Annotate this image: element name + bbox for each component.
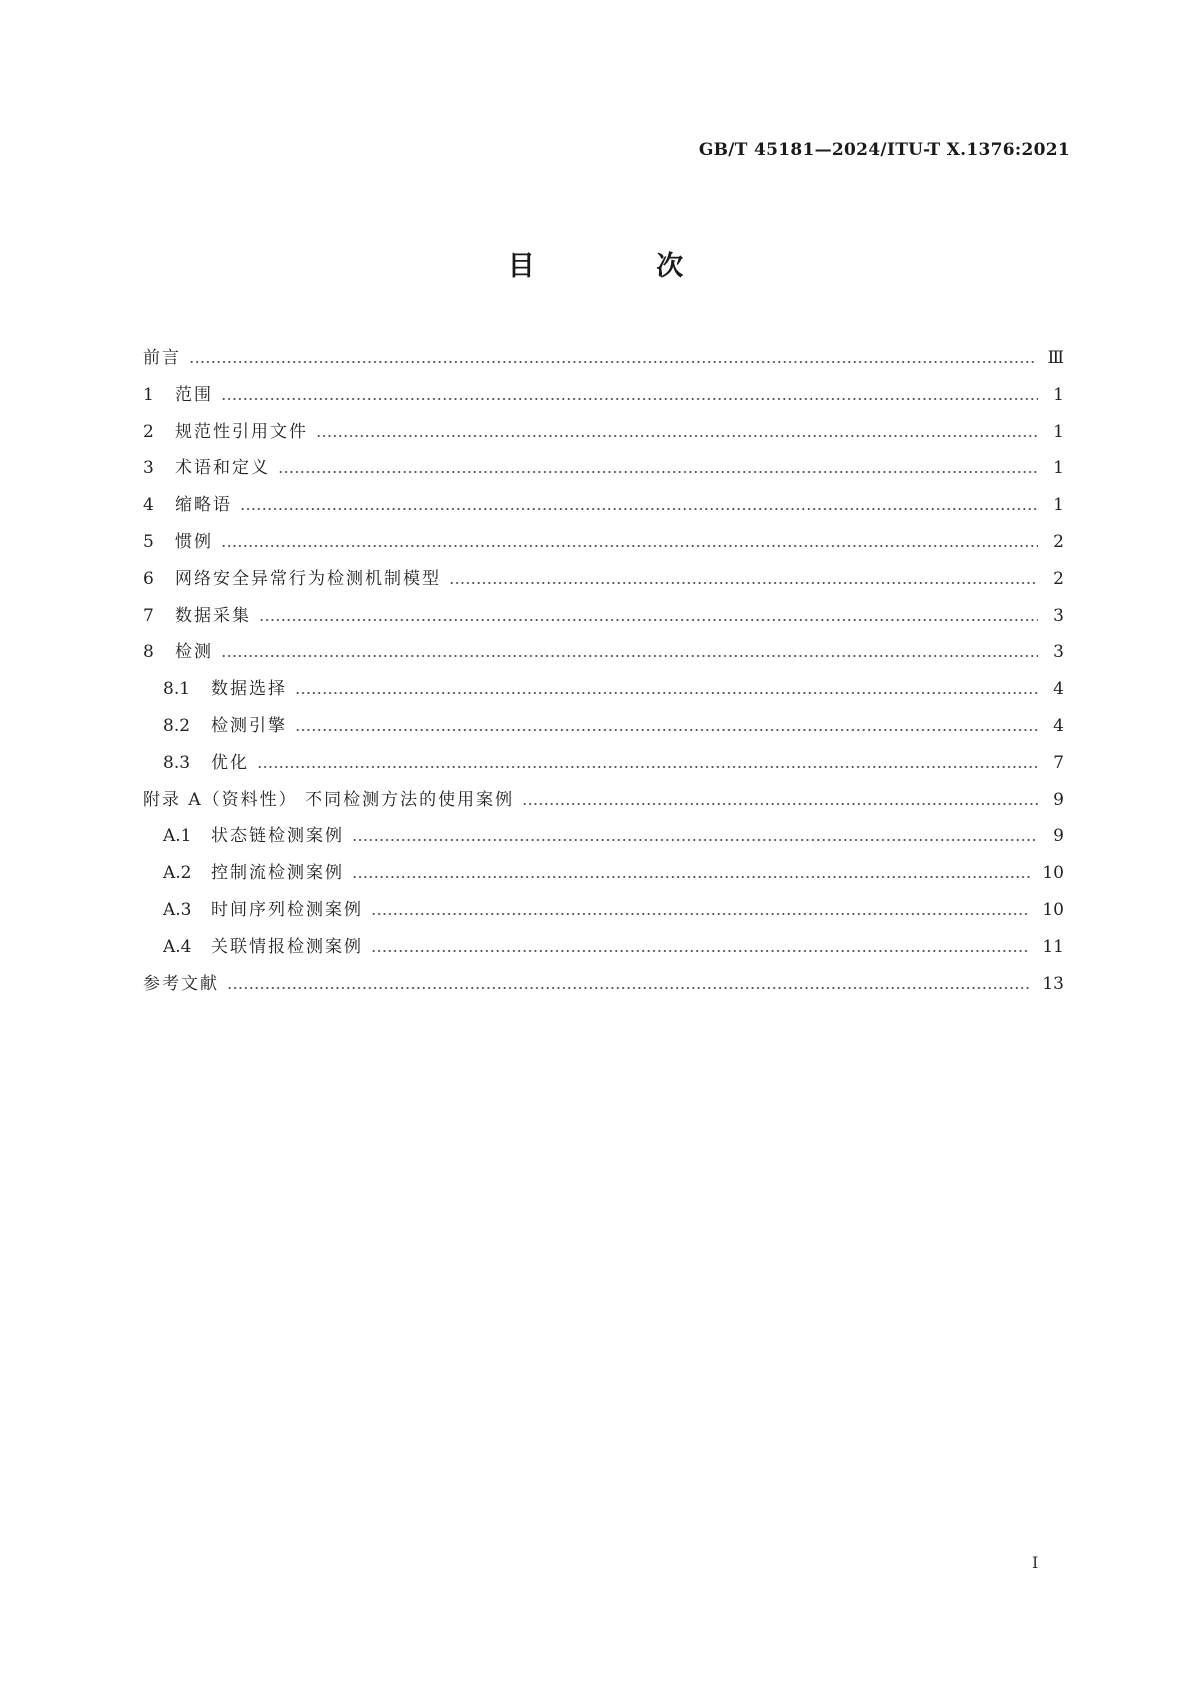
toc-entry-page: Ⅲ <box>1047 348 1064 368</box>
toc-entry-number: A.4 <box>163 936 192 957</box>
toc-entry-label: 网络安全异常行为检测机制模型 <box>175 568 441 589</box>
toc-entry-number: 5 <box>143 531 154 552</box>
dot-leader <box>240 508 1038 510</box>
toc-title: 目 次 <box>507 251 740 282</box>
dot-leader <box>295 729 1038 731</box>
toc-entry[interactable] <box>143 634 1064 671</box>
toc-entry-number: 8.2 <box>163 715 191 736</box>
toc-entry[interactable] <box>143 487 1064 524</box>
toc-entry[interactable] <box>143 892 1064 929</box>
dot-leader <box>522 803 1038 805</box>
toc-entry-number: 8 <box>143 642 154 663</box>
toc-entry-number: 3 <box>143 458 154 479</box>
toc-entry-page: 9 <box>1053 789 1064 810</box>
toc-entry-label: 检测 <box>175 642 213 663</box>
toc-entry-label: 检测引擎 <box>211 715 287 736</box>
dot-leader <box>352 876 1030 878</box>
dot-leader <box>371 913 1030 915</box>
toc-entry-page: 1 <box>1053 458 1064 479</box>
toc-entry-page: 7 <box>1053 752 1064 773</box>
toc-entry-page: 4 <box>1053 715 1064 736</box>
toc-entry-page: 11 <box>1042 936 1064 957</box>
toc-entry-number: A.3 <box>163 899 192 920</box>
toc-entry-number: A.1 <box>163 826 192 847</box>
toc-entry-label: 参考文献 <box>143 973 219 994</box>
toc-entry-label: 状态链检测案例 <box>211 826 344 847</box>
toc-entry-label: 附录 A（资料性） 不同检测方法的使用案例 <box>143 789 515 810</box>
page-number: I <box>1032 1553 1039 1572</box>
table-of-contents <box>143 340 1064 1002</box>
toc-entry-page: 1 <box>1053 384 1064 405</box>
toc-entry-page: 2 <box>1053 531 1064 552</box>
toc-entry-page: 10 <box>1042 863 1064 884</box>
dot-leader <box>227 987 1030 989</box>
dot-leader <box>449 582 1038 584</box>
toc-entry-label: 数据选择 <box>211 679 287 700</box>
standard-code: GB/T 45181—2024/ITU-T X.1376:2021 <box>698 140 1070 160</box>
toc-entry-label: 前言 <box>143 348 181 368</box>
toc-entry[interactable] <box>143 671 1064 708</box>
toc-entry[interactable] <box>143 377 1064 414</box>
dot-leader <box>371 950 1030 952</box>
toc-entry-page: 1 <box>1053 495 1064 516</box>
toc-entry-label: 关联情报检测案例 <box>211 936 363 957</box>
toc-entry-label: 优化 <box>211 752 249 773</box>
dot-leader <box>221 398 1038 400</box>
dot-leader <box>221 655 1038 657</box>
toc-entry[interactable] <box>143 340 1064 377</box>
toc-entry-label: 控制流检测案例 <box>211 863 344 884</box>
dot-leader <box>259 619 1038 621</box>
toc-entry-label: 时间序列检测案例 <box>211 899 363 920</box>
toc-entry-label: 术语和定义 <box>175 458 270 479</box>
dot-leader <box>278 471 1038 473</box>
toc-entry[interactable] <box>143 561 1064 598</box>
toc-entry[interactable] <box>143 966 1064 1003</box>
toc-entry-number: 4 <box>143 495 154 516</box>
toc-entry-label: 规范性引用文件 <box>175 421 308 442</box>
toc-entry-label: 数据采集 <box>175 605 251 626</box>
toc-entry-page: 4 <box>1053 679 1064 700</box>
dot-leader <box>257 766 1038 768</box>
toc-entry[interactable] <box>143 598 1064 635</box>
toc-entry-number: 1 <box>143 384 154 405</box>
dot-leader <box>352 839 1038 841</box>
toc-entry[interactable] <box>143 818 1064 855</box>
toc-entry[interactable] <box>143 745 1064 782</box>
toc-entry[interactable] <box>143 450 1064 487</box>
toc-entry[interactable] <box>143 524 1064 561</box>
toc-entry[interactable] <box>143 414 1064 451</box>
toc-entry-page: 2 <box>1053 568 1064 589</box>
toc-entry[interactable] <box>143 855 1064 892</box>
toc-entry[interactable] <box>143 929 1064 966</box>
toc-entry-page: 1 <box>1053 421 1064 442</box>
dot-leader <box>295 692 1038 694</box>
toc-entry-number: A.2 <box>163 863 192 884</box>
toc-entry-number: 2 <box>143 421 154 442</box>
toc-entry-page: 13 <box>1042 973 1064 994</box>
toc-entry-page: 10 <box>1042 899 1064 920</box>
dot-leader <box>189 361 1036 363</box>
toc-entry-page: 9 <box>1053 826 1064 847</box>
toc-entry[interactable] <box>143 782 1064 819</box>
toc-entry-label: 缩略语 <box>175 495 232 516</box>
toc-entry-label: 范围 <box>175 384 213 405</box>
toc-entry-number: 7 <box>143 605 154 626</box>
toc-entry-number: 8.1 <box>163 679 191 700</box>
toc-entry-number: 8.3 <box>163 752 191 773</box>
dot-leader <box>221 545 1038 547</box>
toc-entry-page: 3 <box>1053 605 1064 626</box>
dot-leader <box>316 435 1038 437</box>
toc-entry-page: 3 <box>1053 642 1064 663</box>
toc-entry-number: 6 <box>143 568 154 589</box>
toc-entry-label: 惯例 <box>175 531 213 552</box>
toc-entry[interactable] <box>143 708 1064 745</box>
